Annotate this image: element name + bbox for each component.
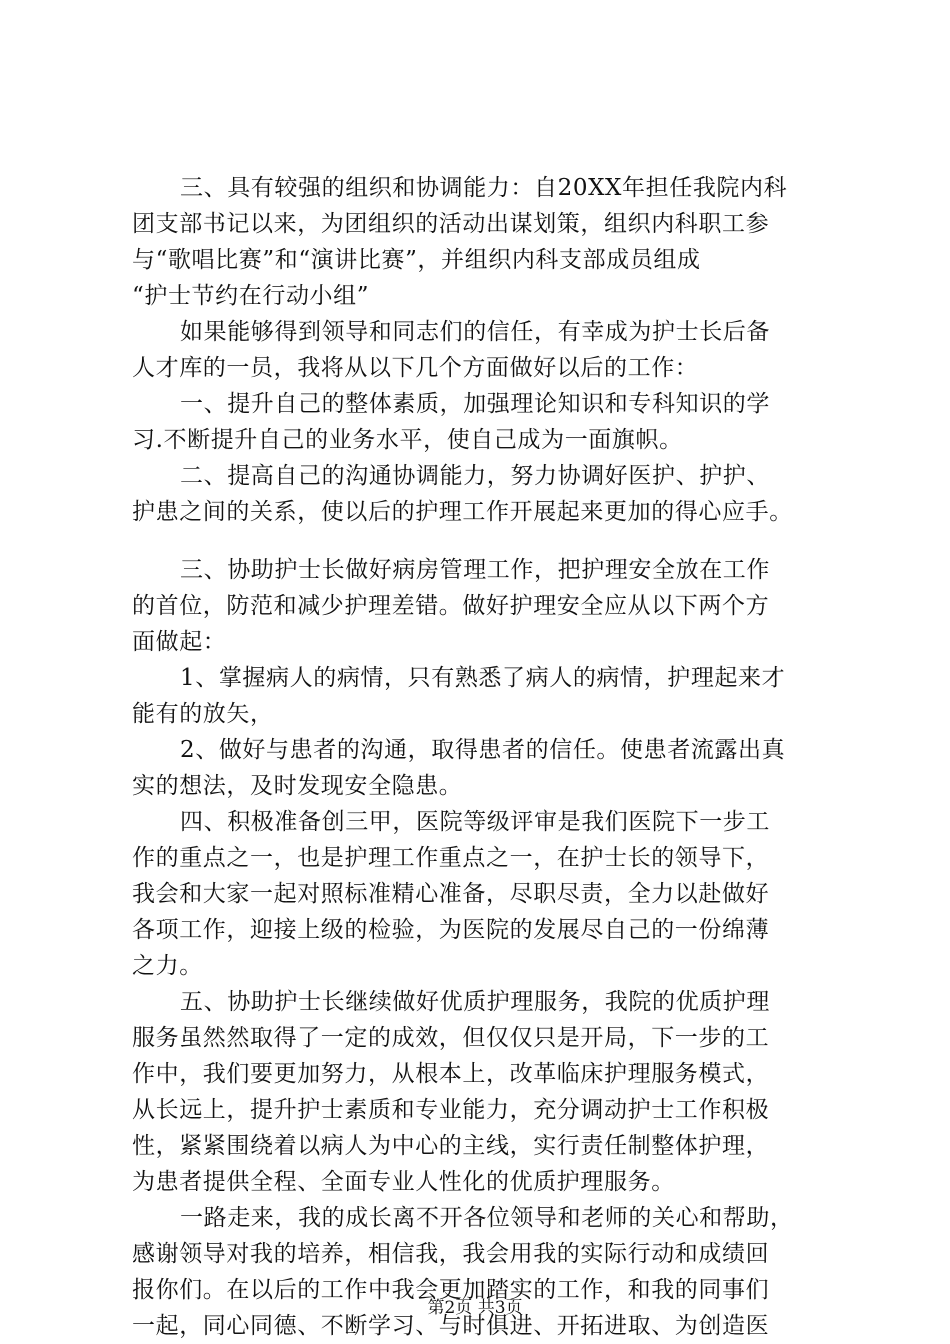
paragraph-line: 四、积极准备创三甲，医院等级评审是我们医院下一步工 [180,809,770,835]
paragraph-line: 如果能够得到领导和同志们的信任，有幸成为护士长后备 [180,319,770,345]
paragraph-line: 2、做好与患者的沟通，取得患者的信任。使患者流露出真 [180,737,786,763]
paragraph-line: 习.不断提升自己的业务水平，使自己成为一面旗帜。 [132,427,683,453]
paragraph-line: 一起，同心同德、不断学习、与时俱进、开拓进取、为创造医 [132,1313,770,1339]
paragraph-line: 性，紧紧围绕着以病人为中心的主线，实行责任制整体护理， [132,1133,770,1159]
paragraph-line: 之力。 [132,953,203,979]
paragraph-line: “护士节约在行动小组” [132,283,370,309]
paragraph-line: 服务虽然然取得了一定的成效，但仅仅只是开局，下一步的工 [132,1025,770,1051]
paragraph-line: 面做起： [132,629,227,655]
paragraph-line: 一、提升自己的整体素质，加强理论知识和专科知识的学 [180,391,770,417]
paragraph-line: 的首位，防范和减少护理差错。做好护理安全应从以下两个方 [132,593,770,619]
paragraph-line: 实的想法，及时发现安全隐患。 [132,773,463,799]
paragraph-line: 从长远上，提升护士素质和专业能力，充分调动护士工作积极 [132,1097,770,1123]
paragraph-line: 1、掌握病人的病情，只有熟悉了病人的病情，护理起来才 [180,665,786,691]
paragraph-line: 团支部书记以来，为团组织的活动出谋划策，组织内科职工参 [132,211,770,237]
paragraph-line: 三、协助护士长做好病房管理工作，把护理安全放在工作 [180,557,770,583]
paragraph-line: 报你们。在以后的工作中我会更加踏实的工作，和我的同事们 [132,1277,770,1303]
paragraph-line: 各项工作，迎接上级的检验，为医院的发展尽自己的一份绵薄 [132,917,770,943]
paragraph-line: 作中，我们要更加努力，从根本上，改革临床护理服务模式， [132,1061,770,1087]
paragraph-line: 能有的放矢， [132,701,274,727]
paragraph-line: 作的重点之一，也是护理工作重点之一，在护士长的领导下， [132,845,770,871]
paragraph-line: 五、协助护士长继续做好优质护理服务，我院的优质护理 [180,989,770,1015]
paragraph-line: 三、具有较强的组织和协调能力：自20XX年担任我院内科 [180,175,788,201]
paragraph-line: 与“歌唱比赛”和“演讲比赛”，并组织内科支部成员组成 [132,247,701,273]
paragraph-line: 一路走来，我的成长离不开各位领导和老师的关心和帮助， [180,1205,794,1231]
page-footer: 第2页 共3页 [427,1298,523,1318]
paragraph-line: 人才库的一员，我将从以下几个方面做好以后的工作： [132,355,699,381]
paragraph-line: 感谢领导对我的培养，相信我，我会用我的实际行动和成绩回 [132,1241,770,1267]
paragraph-line: 为患者提供全程、全面专业人性化的优质护理服务。 [132,1169,675,1195]
paragraph-line: 我会和大家一起对照标准精心准备，尽职尽责，全力以赴做好 [132,881,770,907]
paragraph-line: 二、提高自己的沟通协调能力，努力协调好医护、护护、 [180,463,770,489]
paragraph-line: 护患之间的关系，使以后的护理工作开展起来更加的得心应手。 [132,499,793,525]
